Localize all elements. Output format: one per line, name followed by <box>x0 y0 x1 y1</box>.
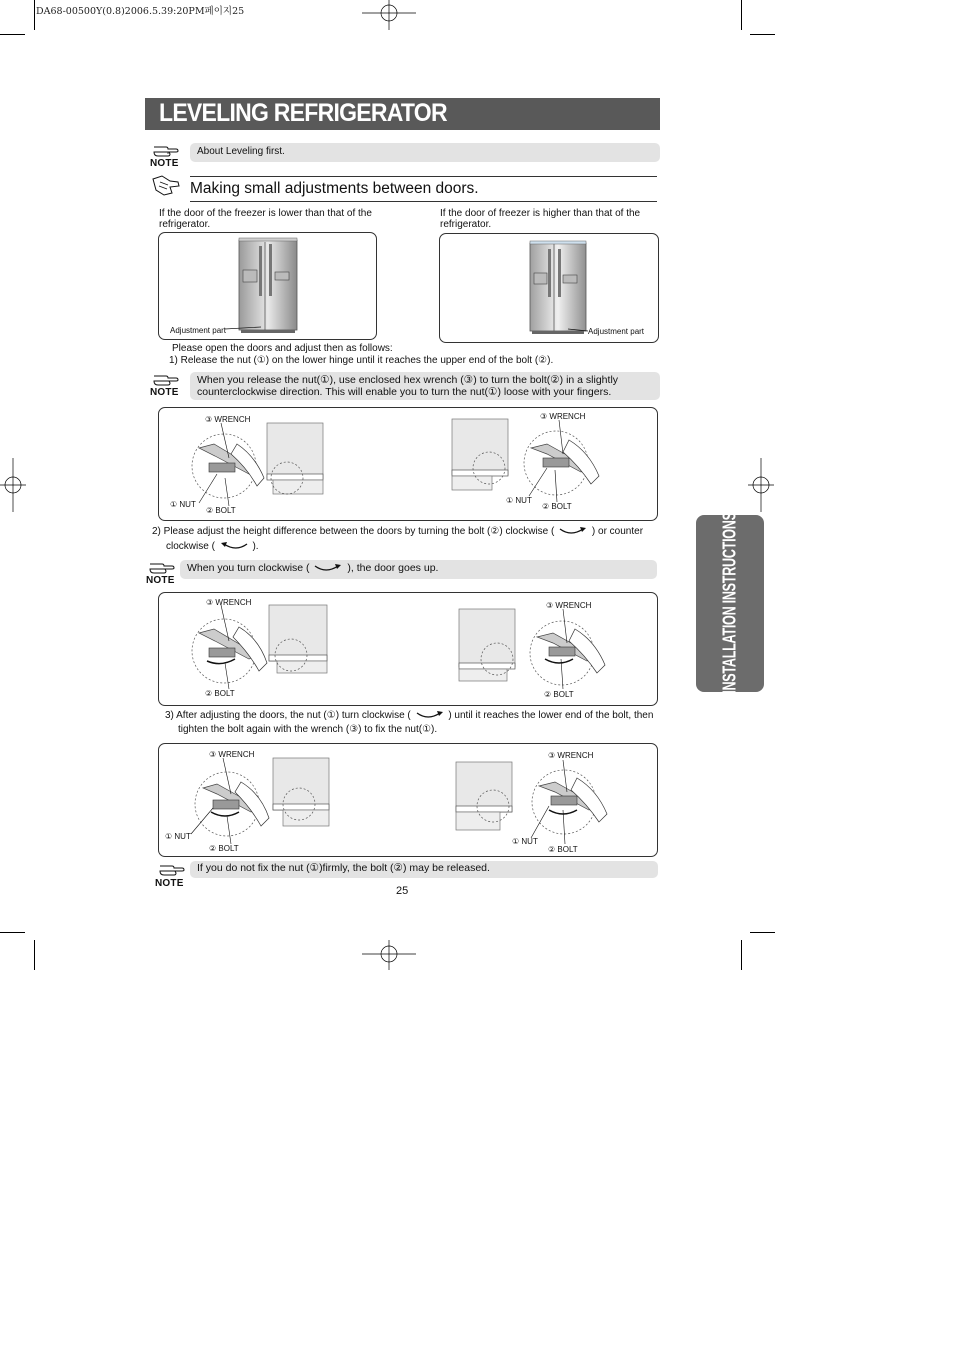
hinge-diagram-adjust-bolt <box>158 592 658 706</box>
pointing-hand-icon <box>152 141 180 159</box>
note-about-leveling <box>190 143 660 162</box>
step-intro: Please open the doors and adjust then as follows: <box>172 343 393 354</box>
wrench-hand-icon <box>150 173 182 199</box>
note-label: NOTE <box>146 575 175 586</box>
bolt-label: ② BOLT <box>548 845 578 854</box>
note-text: About Leveling first. <box>197 146 285 157</box>
hinge-diagram-tighten-nut <box>158 743 658 857</box>
note-text-line-2: counterclockwise direction. This will enable you to turn the nut(①) loose with your fingers. <box>197 386 612 398</box>
wrench-label: ③ WRENCH <box>546 601 592 610</box>
note-clockwise-door-up <box>180 560 657 579</box>
step-3-text-a: 3) After adjusting the doors, the nut (①) turn clockwise ( <box>165 710 411 721</box>
pointing-hand-icon <box>148 558 176 576</box>
bolt-label: ② BOLT <box>206 506 236 515</box>
step-2-text-b: ) or counter <box>591 526 644 537</box>
step-2-text-a: 2) Please adjust the height difference between the doors by turning the bolt (②) clockwise ( <box>152 526 555 537</box>
nut-label: ① NUT <box>170 500 196 509</box>
registration-mark-left <box>0 458 26 512</box>
note-fix-nut <box>190 861 658 878</box>
page-number: 25 <box>396 885 409 897</box>
print-header-code: DA68-00500Y(0.8)2006.5.39:20PM페이지25 <box>36 6 245 17</box>
wrench-label: ③ WRENCH <box>548 751 594 760</box>
adjustment-leader-line <box>225 323 265 333</box>
bolt-label: ② BOLT <box>544 690 574 699</box>
hinge-diagram-release-nut <box>158 407 658 521</box>
section-rule-bottom <box>190 201 657 202</box>
note-label: NOTE <box>155 878 184 889</box>
nut-label: ① NUT <box>512 837 538 846</box>
registration-mark-bottom <box>362 940 416 970</box>
note-text-a: When you turn clockwise ( <box>187 562 310 574</box>
fridge-diagram-freezer-lower <box>158 232 377 340</box>
registration-mark-right <box>748 458 774 512</box>
adjustment-part-label: Adjustment part <box>588 327 645 336</box>
step-3-line-1 <box>165 710 653 722</box>
clockwise-arrow-icon <box>312 563 344 573</box>
step-2-line-2 <box>166 541 259 553</box>
step-2-text-c: clockwise ( <box>166 541 215 552</box>
page-title: LEVELING REFRIGERATOR <box>159 99 447 127</box>
wrench-label: ③ WRENCH <box>540 412 586 421</box>
wrench-label: ③ WRENCH <box>206 598 252 607</box>
side-tab-installation <box>696 512 764 694</box>
clockwise-arrow-icon <box>414 710 446 720</box>
step-2-text-d: ). <box>252 541 259 552</box>
step-1: 1) Release the nut (①) on the lower hinge until it reaches the upper end of the bolt (②). <box>169 355 554 366</box>
section-title: Making small adjustments between doors. <box>190 180 479 197</box>
step-3-line-2: tighten the bolt again with the wrench (③) to fix the nut(①). <box>178 724 438 735</box>
note-text-b: ), the door goes up. <box>347 562 439 574</box>
note-label: NOTE <box>150 158 179 169</box>
bolt-label: ② BOLT <box>205 689 235 698</box>
bolt-label: ② BOLT <box>209 844 239 853</box>
left-caption: If the door of the freezer is lower than that of the refrigerator. <box>159 208 372 230</box>
counterclockwise-arrow-icon <box>218 541 250 551</box>
registration-mark-top <box>362 0 416 30</box>
side-tab-label: INSTALLATION INSTRUCTIONS <box>719 512 740 694</box>
note-label: NOTE <box>150 387 179 398</box>
note-text: If you do not fix the nut (①)firmly, the bolt (②) may be released. <box>197 862 490 874</box>
hinge-illustration <box>159 408 657 520</box>
refrigerator-illustration <box>237 236 301 336</box>
page-title-bar <box>145 98 660 130</box>
pointing-hand-icon <box>152 370 180 388</box>
nut-label: ① NUT <box>165 832 191 841</box>
refrigerator-illustration <box>526 237 590 337</box>
adjustment-leader-line <box>566 324 590 334</box>
nut-label: ① NUT <box>506 496 532 505</box>
bolt-label: ② BOLT <box>542 502 572 511</box>
clockwise-arrow-icon <box>557 526 589 536</box>
section-rule-top <box>190 176 657 177</box>
wrench-label: ③ WRENCH <box>209 750 255 759</box>
pointing-hand-icon <box>158 860 186 878</box>
note-text-line-1: When you release the nut(①), use enclosed hex wrench (③) to turn the bolt(②) in a slightly <box>197 374 619 386</box>
note-release-nut <box>190 372 660 400</box>
adjustment-part-label: Adjustment part <box>170 326 227 335</box>
step-2-line-1 <box>152 526 643 538</box>
step-3-text-b: ) until it reaches the lower end of the bolt, then <box>448 710 654 721</box>
right-caption: If the door of freezer is higher than that of the refrigerator. <box>440 208 641 230</box>
note-text <box>187 562 438 574</box>
hinge-illustration <box>159 744 657 856</box>
wrench-label: ③ WRENCH <box>205 415 251 424</box>
fridge-diagram-freezer-higher <box>439 233 659 343</box>
